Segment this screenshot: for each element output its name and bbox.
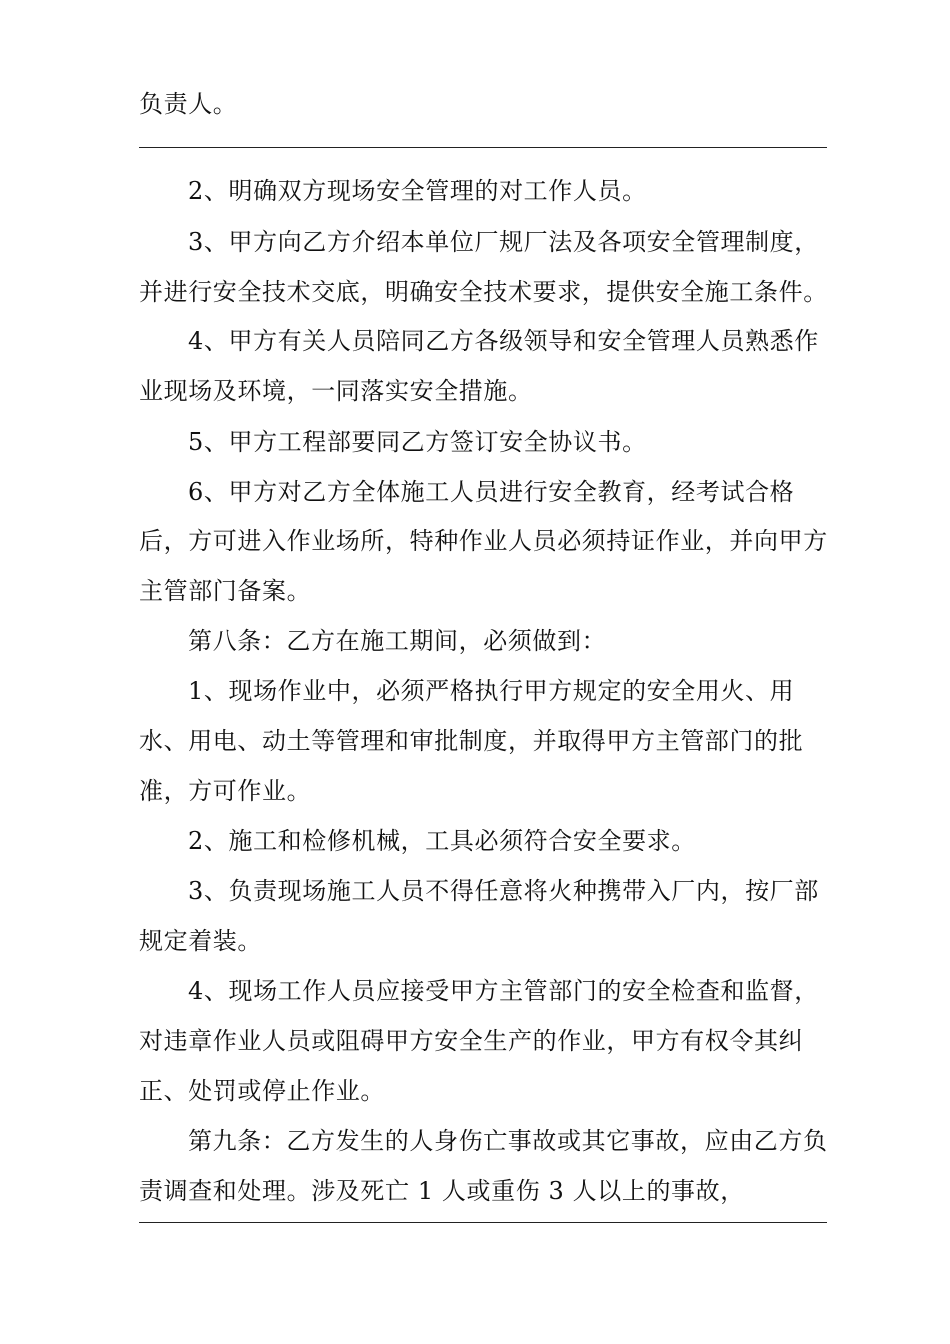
- paragraph-line: 4、甲方有关人员陪同乙方各级领导和安全管理人员熟悉作: [188, 327, 819, 355]
- paragraph-line: 准，方可作业。: [139, 777, 312, 805]
- paragraph-line: 后，方可进入作业场所，特种作业人员必须持证作业，并向甲方: [139, 527, 828, 555]
- paragraph-line: 3、甲方向乙方介绍本单位厂规厂法及各项安全管理制度，: [188, 228, 819, 256]
- paragraph-line: 责调查和处理。涉及死亡 1 人或重伤 3 人以上的事故，: [139, 1177, 745, 1205]
- paragraph-line: 2、施工和检修机械，工具必须符合安全要求。: [188, 827, 696, 855]
- paragraph-line: 6、甲方对乙方全体施工人员进行安全教育，经考试合格: [188, 478, 795, 506]
- paragraph-line: 5、甲方工程部要同乙方签订安全协议书。: [188, 428, 647, 456]
- header-divider: [139, 147, 827, 148]
- paragraph-line: 2、明确双方现场安全管理的对工作人员。: [188, 177, 647, 205]
- paragraph-line: 规定着装。: [139, 927, 262, 955]
- paragraph-line: 对违章作业人员或阻碍甲方安全生产的作业，甲方有权令其纠: [139, 1027, 804, 1055]
- paragraph-line: 主管部门备案。: [139, 577, 312, 605]
- paragraph-line: 并进行安全技术交底，明确安全技术要求，提供安全施工条件。: [139, 278, 828, 306]
- paragraph-line: 4、现场工作人员应接受甲方主管部门的安全检查和监督，: [188, 977, 819, 1005]
- article-heading: 第九条：乙方发生的人身伤亡事故或其它事故，应由乙方负: [188, 1127, 828, 1155]
- article-heading: 第八条：乙方在施工期间，必须做到：: [188, 627, 607, 655]
- footer-divider: [139, 1222, 827, 1223]
- paragraph-line: 业现场及环境，一同落实安全措施。: [139, 377, 533, 405]
- paragraph-line: 1、现场作业中，必须严格执行甲方规定的安全用火、用: [188, 677, 795, 705]
- paragraph-line: 正、处罚或停止作业。: [139, 1077, 385, 1105]
- paragraph-line: 3、负责现场施工人员不得任意将火种携带入厂内，按厂部: [188, 877, 819, 905]
- paragraph-line: 水、用电、动土等管理和审批制度，并取得甲方主管部门的批: [139, 727, 804, 755]
- continuation-text: 负责人。: [139, 90, 238, 118]
